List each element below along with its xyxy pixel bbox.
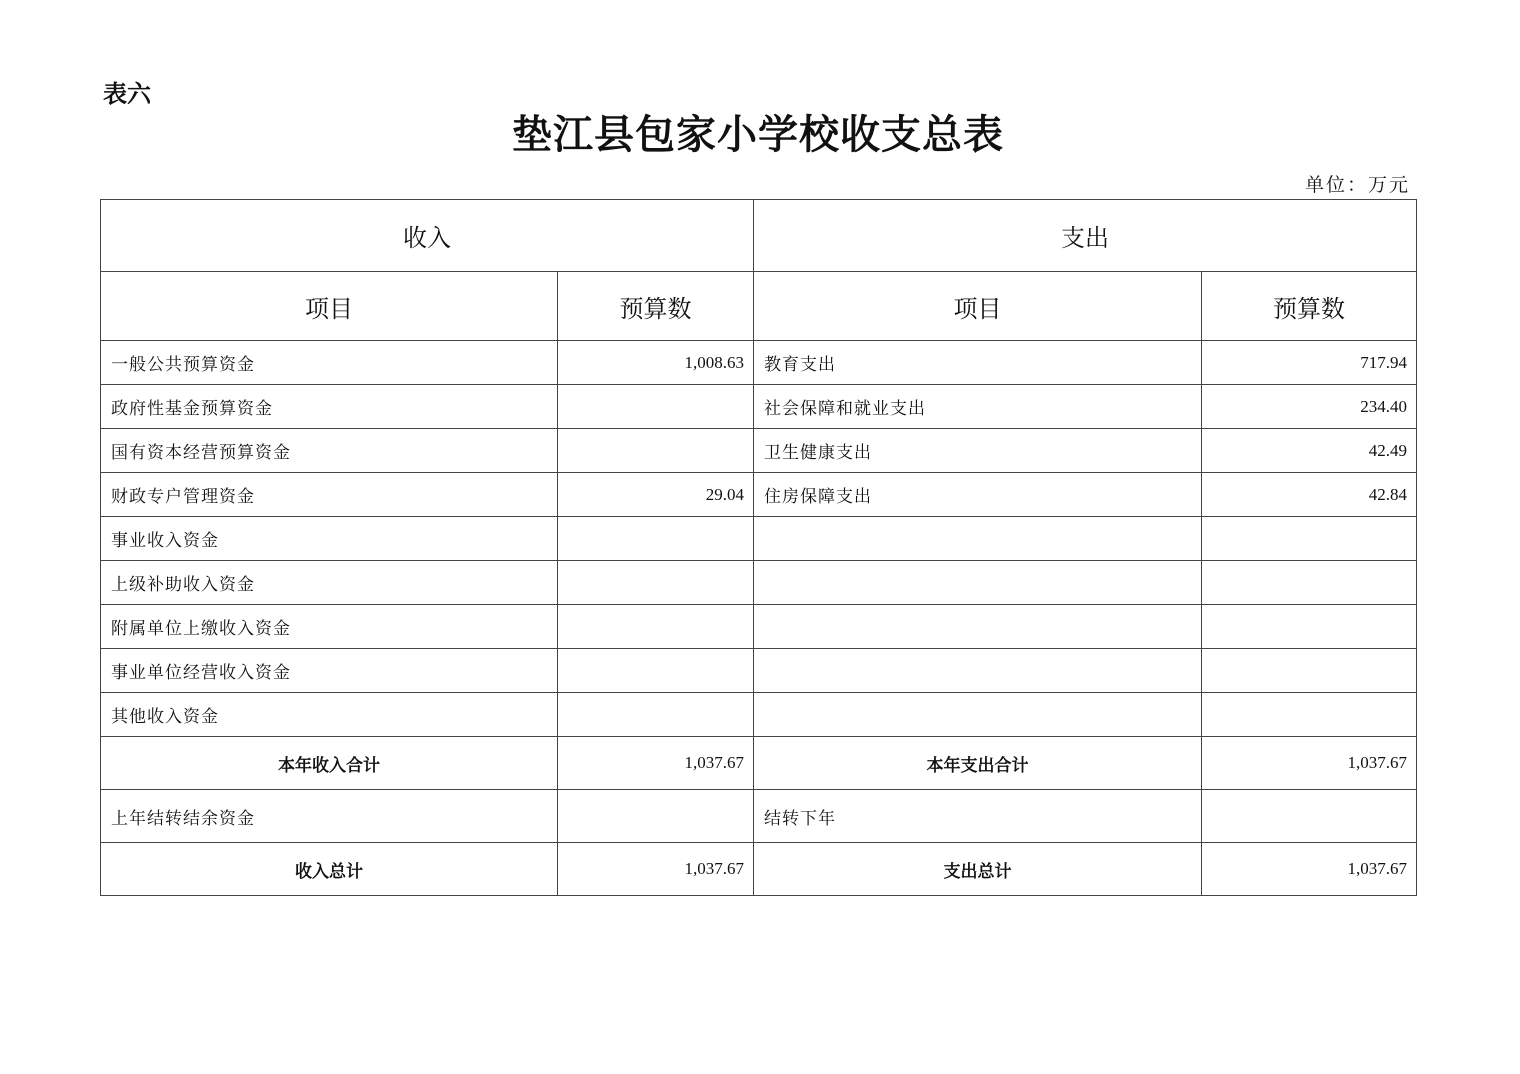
expense-value-cell (1202, 693, 1417, 737)
expense-item-cell: 住房保障支出 (754, 473, 1202, 517)
grand-income-total-label: 收入总计 (101, 843, 558, 896)
income-value-cell (558, 605, 754, 649)
year-income-total-label: 本年收入合计 (101, 737, 558, 790)
income-section-header: 收入 (101, 200, 754, 272)
table-row (101, 693, 1417, 737)
year-income-total-value: 1,037.67 (558, 737, 754, 790)
expense-value-cell: 234.40 (1202, 385, 1417, 429)
income-value-cell (558, 517, 754, 561)
expense-item-cell (754, 693, 1202, 737)
income-item-cell: 财政专户管理资金 (101, 473, 558, 517)
income-value-cell (558, 561, 754, 605)
income-item-cell: 附属单位上缴收入资金 (101, 605, 558, 649)
table-row (101, 429, 1417, 473)
carryover-income-label: 上年结转结余资金 (101, 790, 558, 843)
expense-value-cell (1202, 517, 1417, 561)
income-expense-table (100, 199, 1417, 896)
income-item-column-header: 项目 (101, 272, 558, 341)
expense-section-header: 支出 (754, 200, 1417, 272)
year-expense-total-label: 本年支出合计 (754, 737, 1202, 790)
expense-item-cell (754, 517, 1202, 561)
expense-value-cell (1202, 649, 1417, 693)
carryover-income-value (558, 790, 754, 843)
income-item-cell: 国有资本经营预算资金 (101, 429, 558, 473)
expense-item-column-header: 项目 (754, 272, 1202, 341)
expense-item-cell (754, 561, 1202, 605)
grand-expense-total-value: 1,037.67 (1202, 843, 1417, 896)
expense-item-cell (754, 605, 1202, 649)
income-item-cell: 上级补助收入资金 (101, 561, 558, 605)
table-row (101, 649, 1417, 693)
table-row (101, 517, 1417, 561)
expense-value-cell: 42.49 (1202, 429, 1417, 473)
income-item-cell: 一般公共预算资金 (101, 341, 558, 385)
table-row (101, 561, 1417, 605)
income-value-cell (558, 693, 754, 737)
expense-value-cell: 717.94 (1202, 341, 1417, 385)
year-total-row (101, 737, 1417, 790)
income-value-cell: 1,008.63 (558, 341, 754, 385)
expense-value-cell (1202, 561, 1417, 605)
table-row (101, 341, 1417, 385)
carryover-expense-label: 结转下年 (754, 790, 1202, 843)
table-number-label: 表六 (103, 80, 151, 108)
income-budget-column-header: 预算数 (558, 272, 754, 341)
income-value-cell (558, 385, 754, 429)
page-title: 垫江县包家小学校收支总表 (512, 111, 1004, 158)
table-row (101, 473, 1417, 517)
income-value-cell (558, 429, 754, 473)
carryover-row (101, 790, 1417, 843)
income-item-cell: 其他收入资金 (101, 693, 558, 737)
column-header-row (101, 272, 1417, 341)
expense-item-cell: 卫生健康支出 (754, 429, 1202, 473)
section-header-row (101, 200, 1417, 272)
carryover-expense-value (1202, 790, 1417, 843)
expense-budget-column-header: 预算数 (1202, 272, 1417, 341)
year-expense-total-value: 1,037.67 (1202, 737, 1417, 790)
grand-income-total-value: 1,037.67 (558, 843, 754, 896)
expense-item-cell: 教育支出 (754, 341, 1202, 385)
grand-expense-total-label: 支出总计 (754, 843, 1202, 896)
unit-label: 单位：万元 (1304, 174, 1410, 196)
income-item-cell: 政府性基金预算资金 (101, 385, 558, 429)
table-row (101, 605, 1417, 649)
expense-value-cell: 42.84 (1202, 473, 1417, 517)
table-row (101, 385, 1417, 429)
income-value-cell: 29.04 (558, 473, 754, 517)
expense-item-cell (754, 649, 1202, 693)
income-item-cell: 事业单位经营收入资金 (101, 649, 558, 693)
grand-total-row (101, 843, 1417, 896)
expense-item-cell: 社会保障和就业支出 (754, 385, 1202, 429)
income-item-cell: 事业收入资金 (101, 517, 558, 561)
income-value-cell (558, 649, 754, 693)
expense-value-cell (1202, 605, 1417, 649)
